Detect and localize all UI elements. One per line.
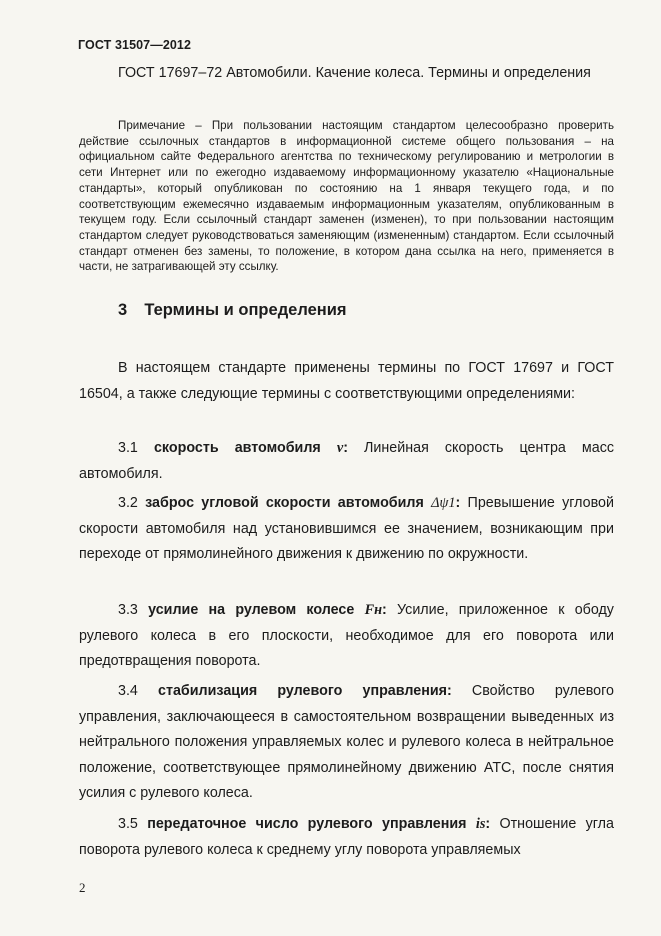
term-symbol: is (475, 816, 486, 832)
section-title: Термины и определения (144, 301, 347, 319)
term-entry: 3.4 стабилизация рулевого управления: Свойство рулевого управления, заключающееся в самостоятельном возвращении выведенных из нейтрального положения управляемых колес и рулевого колеса в нейтральное положение, соответствующее прямолинейному движению АТС, после снятия усилия с рулевого колеса. (79, 683, 614, 801)
page-number: 2 (79, 880, 86, 895)
term-symbol: Δψ1 (431, 495, 456, 511)
term-name: передаточное число рулевого управления (147, 816, 467, 832)
document-header: ГОСТ 31507—2012 (78, 38, 192, 52)
term-definition: Превышение угловой скорости автомобиля над установившимся ее значением, возникающим при переходе от прямолинейного движения к движению по окружности. (79, 495, 614, 562)
term-name: стабилизация рулевого управления (158, 683, 447, 699)
term-entry: 3.3 усилие на рулевом колесе Fн: Усилие, приложенное к ободу рулевого колеса в его плоскости, необходимое для его поворота или предотвращения поворота. (79, 602, 614, 669)
term-name: усилие на рулевом колесе (148, 602, 355, 618)
term-definition: Свойство рулевого управления, заключающееся в самостоятельном возвращении выведенных из нейтрального положения управляемых колес и рулевого колеса в нейтральное положение, соответствующее прямолинейному движению АТС, после снятия усилия с рулевого колеса. (79, 683, 614, 801)
term-symbol: v (336, 440, 344, 456)
term-symbol: Fн (364, 602, 383, 618)
normative-reference: ГОСТ 17697–72 Автомобили. Качение колеса. Термины и определения (118, 65, 591, 81)
section-heading (118, 301, 347, 320)
section-number: 3 (118, 301, 128, 319)
reference-note: Примечание – При пользовании настоящим стандартом целесообразно проверить действие ссылочных стандартов в информационной системе общего пользования – на официальном сайте Федерального агентства по техническому регулированию и метрологии в сети Интернет или по ежегодно издаваемому информационному указателю «Национальные стандарты», который опубликован по состоянию на 1 января текущего года, и по соответствующим ежемесячно издаваемым информационным указателям, опубликованным в текущем году. Если ссылочный стандарт заменен (изменен), то при пользовании настоящим стандартом следует руководствоваться заменяющим (измененным) стандартом. Если ссылочный стандарт отменен без замены, то положение, в котором дана ссылка на него, применяется в части, не затрагивающей эту ссылку. (79, 119, 614, 274)
term-name: заброс угловой скорости автомобиля (145, 495, 424, 511)
term-name: скорость автомобиля (153, 440, 321, 456)
term-number: 3.3 (118, 602, 138, 618)
term-entry: 3.5 передаточное число рулевого управления is: Отношение угла поворота рулевого колеса к среднему углу поворота управляемых (79, 816, 614, 858)
term-entry: 3.2 заброс угловой скорости автомобиля Δψ1: Превышение угловой скорости автомобиля над установившимся ее значением, возникающим при переходе от прямолинейного движения к движению по окружности. (79, 495, 614, 562)
term-definition: Линейная скорость центра масс автомобиля. (79, 440, 614, 482)
term-definition: Отношение угла поворота рулевого колеса к среднему углу поворота управляемых (79, 816, 614, 858)
section-intro: В настоящем стандарте применены термины по ГОСТ 17697 и ГОСТ 16504, а также следующие термины с соответствующими определениями: (79, 360, 614, 402)
term-entry: 3.1 скорость автомобиля v: Линейная скорость центра масс автомобиля. (79, 440, 614, 482)
term-number: 3.4 (118, 683, 138, 699)
term-number: 3.1 (118, 440, 138, 456)
term-definition: Усилие, приложенное к ободу рулевого колеса в его плоскости, необходимое для его поворота или предотвращения поворота. (79, 602, 614, 669)
term-number: 3.5 (118, 816, 138, 832)
term-number: 3.2 (118, 495, 138, 511)
